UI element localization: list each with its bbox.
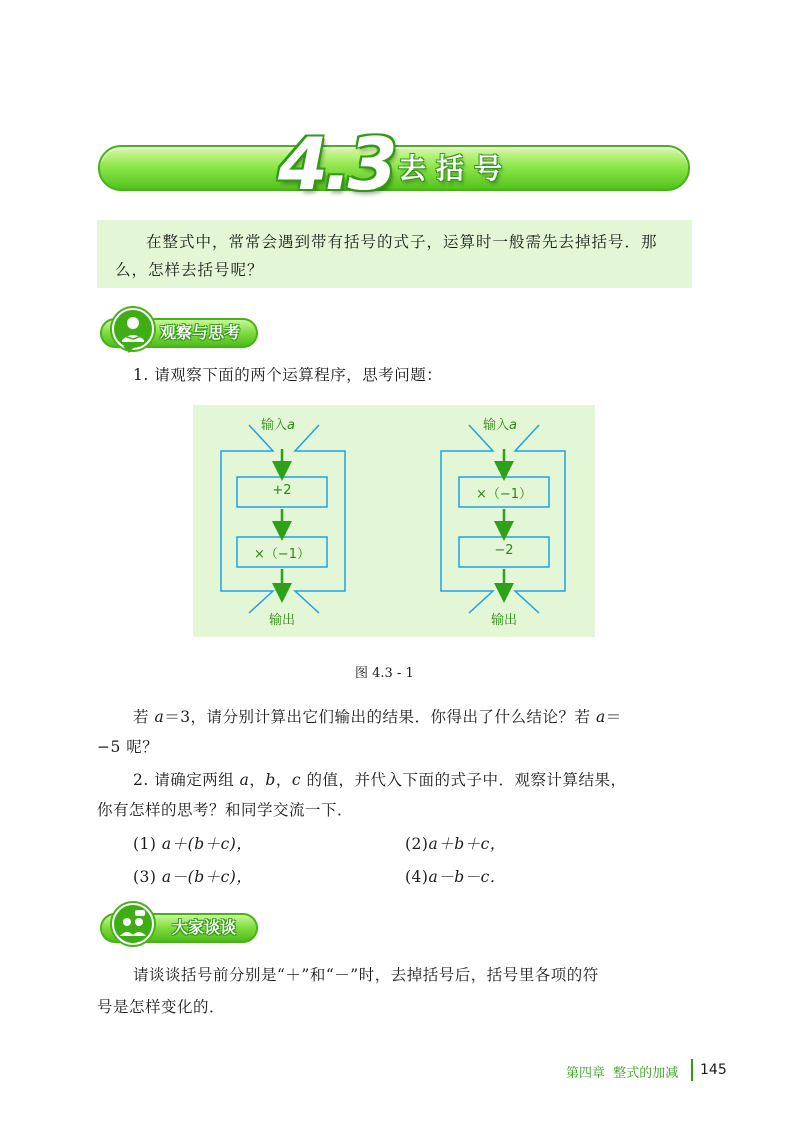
right-output-label: 输出 (491, 613, 518, 628)
footer-chapter-number: 第四章 (566, 1066, 606, 1081)
question-1: 1. 请观察下面的两个运算程序，思考问题： (133, 366, 443, 384)
question-2-line1 (133, 766, 627, 794)
right-step1-label: ×（−1） (475, 487, 533, 502)
section-number: 4.3 (278, 122, 394, 206)
left-input-var: a (287, 418, 295, 433)
right-step2-label: −2 (494, 543, 514, 558)
flow-arrows (282, 449, 504, 593)
intro-panel (97, 220, 692, 288)
left-step1-label: +2 (272, 483, 292, 498)
footer-chapter (566, 1062, 678, 1081)
right-input-text: 输入 (483, 418, 510, 433)
expression-4-num: (4) (405, 868, 429, 886)
section-banner (98, 145, 690, 191)
expression-2-num: (2) (405, 835, 429, 853)
q1-follow-text-c: ＝ (605, 708, 622, 726)
expression-1-num: (1) (133, 835, 157, 853)
footer-chapter-title: 整式的加减 (613, 1066, 679, 1081)
discussion-icon (112, 903, 154, 945)
reader-icon (112, 308, 154, 350)
q1-follow-text-b: ＝3，请分别计算出它们输出的结果．你得出了什么结论？若 (164, 708, 596, 726)
expression-3 (133, 863, 252, 891)
intro-text: 在整式中，常常会遇到带有括号的式子，运算时一般需先去掉括号．那么，怎样去括号呢？ (115, 233, 658, 279)
q1-follow-line1 (133, 703, 622, 731)
discuss-tag-label: 大家谈谈 (172, 918, 237, 937)
q1-follow-text-a: 若 (133, 708, 155, 726)
right-input-label (483, 414, 517, 433)
q1-follow-line2: −5 呢？ (97, 738, 159, 756)
question-2-line2: 你有怎样的思考？和同学交流一下． (97, 801, 354, 819)
left-output-label: 输出 (269, 613, 296, 628)
q2-var-a: a (239, 771, 250, 789)
flow-diagram (193, 405, 595, 637)
q2-sep1: ， (249, 771, 266, 789)
expression-1 (133, 830, 252, 858)
q2-var-c: c (291, 771, 302, 789)
q2-sep2: ， (275, 771, 292, 789)
tag-pointer-icon (123, 346, 135, 353)
discuss-line1: 请谈谈括号前分别是“＋”和“－”时，去掉括号后，括号里各项的符 (133, 966, 599, 984)
q2-text-b: 的值，并代入下面的式子中．观察计算结果， (301, 771, 627, 789)
left-step2-label: ×（−1） (253, 547, 311, 562)
observe-tag-label: 观察与思考 (160, 323, 241, 342)
page-number: 145 (700, 1062, 727, 1078)
expression-4 (405, 863, 506, 891)
expression-3-num: (3) (133, 868, 157, 886)
left-input-label (261, 414, 295, 433)
left-input-text: 输入 (261, 418, 288, 433)
expression-3-expr: a－(b＋c)， (161, 868, 253, 886)
expression-4-expr: a－b－c． (428, 868, 506, 886)
q2-text-a: 2. 请确定两组 (133, 771, 240, 789)
expression-1-expr: a＋(b＋c)， (161, 835, 253, 853)
figure-caption: 图 4.3 - 1 (355, 666, 414, 681)
expression-2 (405, 830, 506, 858)
expression-2-expr: a＋b＋c， (428, 835, 506, 853)
q1-follow-var2: a (595, 708, 606, 726)
footer-divider (691, 1059, 693, 1081)
q1-follow-var1: a (154, 708, 165, 726)
q2-var-b: b (265, 771, 276, 789)
section-title: 去括号 (398, 152, 513, 185)
flow-diagram-svg (193, 405, 595, 637)
right-input-var: a (509, 418, 517, 433)
discuss-line2: 号是怎样变化的． (97, 998, 226, 1016)
